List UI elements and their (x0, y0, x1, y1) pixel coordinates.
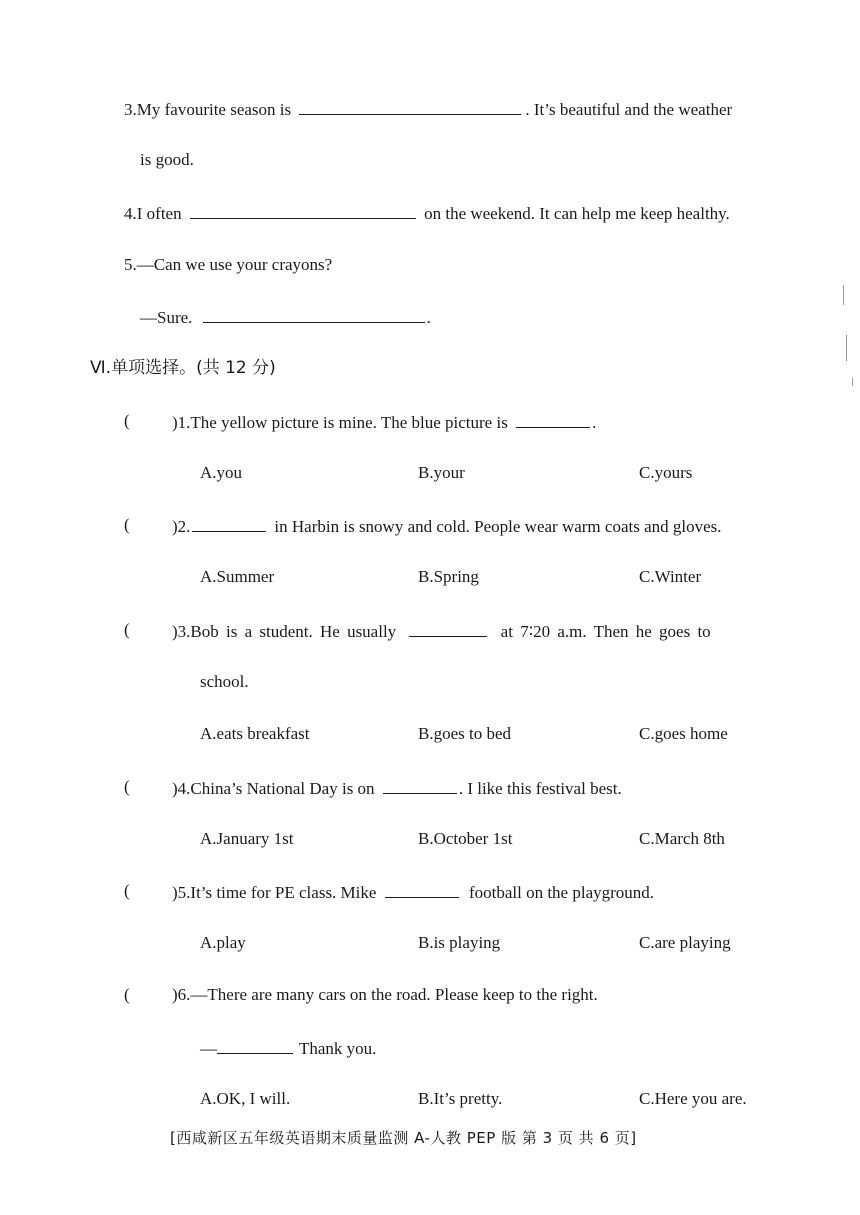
section-title: Ⅵ.单项选择。(共 12 分) (90, 358, 276, 378)
q3-blank (299, 98, 521, 115)
q5-line-1: 5.—Can we use your crayons? (124, 255, 333, 274)
q2-blank (192, 515, 266, 532)
q3mc-option-a[interactable]: A.eats breakfast (200, 724, 310, 743)
q5mc-option-a[interactable]: A.play (200, 933, 246, 952)
q3mc-continuation: school. (200, 672, 249, 691)
q5mc-option-b[interactable]: B.is playing (418, 933, 501, 952)
q3-line (124, 98, 732, 120)
q6mc-reply-a: — (200, 1039, 217, 1058)
page-footer: [西咸新区五年级英语期末质量监测 A-人教 PEP 版 第 3 页 共 6 页] (170, 1129, 637, 1147)
q6mc-reply (200, 1037, 376, 1059)
q3mc-stem-a: )3.Bob is a student. He usually (172, 622, 397, 641)
q6mc-paren: ( (124, 985, 130, 1004)
scan-speck (843, 285, 844, 305)
q4mc-option-a[interactable]: A.January 1st (200, 829, 294, 848)
q5-blank (203, 306, 425, 323)
q4-line (124, 202, 730, 224)
q2-option-c[interactable]: C.Winter (639, 567, 702, 586)
q1-stem (172, 411, 596, 433)
q4mc-stem-a: )4.China’s National Day is on (172, 779, 375, 798)
q6mc-reply-b: Thank you. (299, 1039, 377, 1058)
q1-stem-a: )1.The yellow picture is mine. The blue picture is (172, 413, 508, 432)
q4-blank (190, 202, 416, 219)
q3mc-stem (172, 620, 711, 642)
q6mc-blank (217, 1037, 293, 1054)
q3mc-stem-b: at 7∶20 a.m. Then he goes to (500, 622, 711, 641)
q5mc-stem-a: )5.It’s time for PE class. Mike (172, 883, 377, 902)
q4-text-a: 4.I often (124, 204, 182, 223)
q5mc-blank (385, 881, 459, 898)
q5mc-stem-b: football on the playground. (468, 883, 655, 902)
q1-option-c[interactable]: C.yours (639, 463, 693, 482)
q3-text-b: . It’s beautiful and the weather (525, 100, 733, 119)
q3-continuation: is good. (140, 150, 194, 169)
q4mc-paren: ( (124, 777, 130, 796)
q2-stem-b: in Harbin is snowy and cold. People wear warm coats and gloves. (274, 517, 722, 536)
q2-paren: ( (124, 515, 130, 534)
q5mc-option-c[interactable]: C.are playing (639, 933, 731, 952)
q4mc-blank (383, 777, 457, 794)
q2-option-b[interactable]: B.Spring (418, 567, 479, 586)
q4-text-b: on the weekend. It can help me keep healthy. (424, 204, 730, 223)
q1-option-b[interactable]: B.your (418, 463, 465, 482)
q5-text-b: . (426, 308, 431, 327)
q6mc-stem: )6.—There are many cars on the road. Please keep to the right. (172, 985, 598, 1004)
q4mc-option-c[interactable]: C.March 8th (639, 829, 725, 848)
q2-stem (172, 515, 722, 537)
q6mc-option-a[interactable]: A.OK, I will. (200, 1089, 291, 1108)
q1-stem-b: . (592, 413, 597, 432)
q3-text-a: 3.My favourite season is (124, 100, 292, 119)
q2-option-a[interactable]: A.Summer (200, 567, 275, 586)
q1-option-a[interactable]: A.you (200, 463, 243, 482)
q1-paren: ( (124, 411, 130, 430)
q6mc-option-c[interactable]: C.Here you are. (639, 1089, 747, 1108)
q5-text-a: —Sure. (140, 308, 193, 327)
q5-line-2 (140, 306, 431, 328)
q1-blank (516, 411, 590, 428)
q3mc-paren: ( (124, 620, 130, 639)
q2-stem-a: )2. (172, 517, 191, 536)
q3mc-blank (409, 620, 487, 637)
q5mc-stem (172, 881, 654, 903)
scan-speck (852, 378, 853, 386)
q3mc-option-b[interactable]: B.goes to bed (418, 724, 512, 743)
q3mc-option-c[interactable]: C.goes home (639, 724, 728, 743)
scan-speck (846, 335, 847, 361)
q4mc-option-b[interactable]: B.October 1st (418, 829, 513, 848)
q5mc-paren: ( (124, 881, 130, 900)
q4mc-stem (172, 777, 622, 799)
q6mc-option-b[interactable]: B.It’s pretty. (418, 1089, 503, 1108)
q4mc-stem-b: . I like this festival best. (458, 779, 622, 798)
